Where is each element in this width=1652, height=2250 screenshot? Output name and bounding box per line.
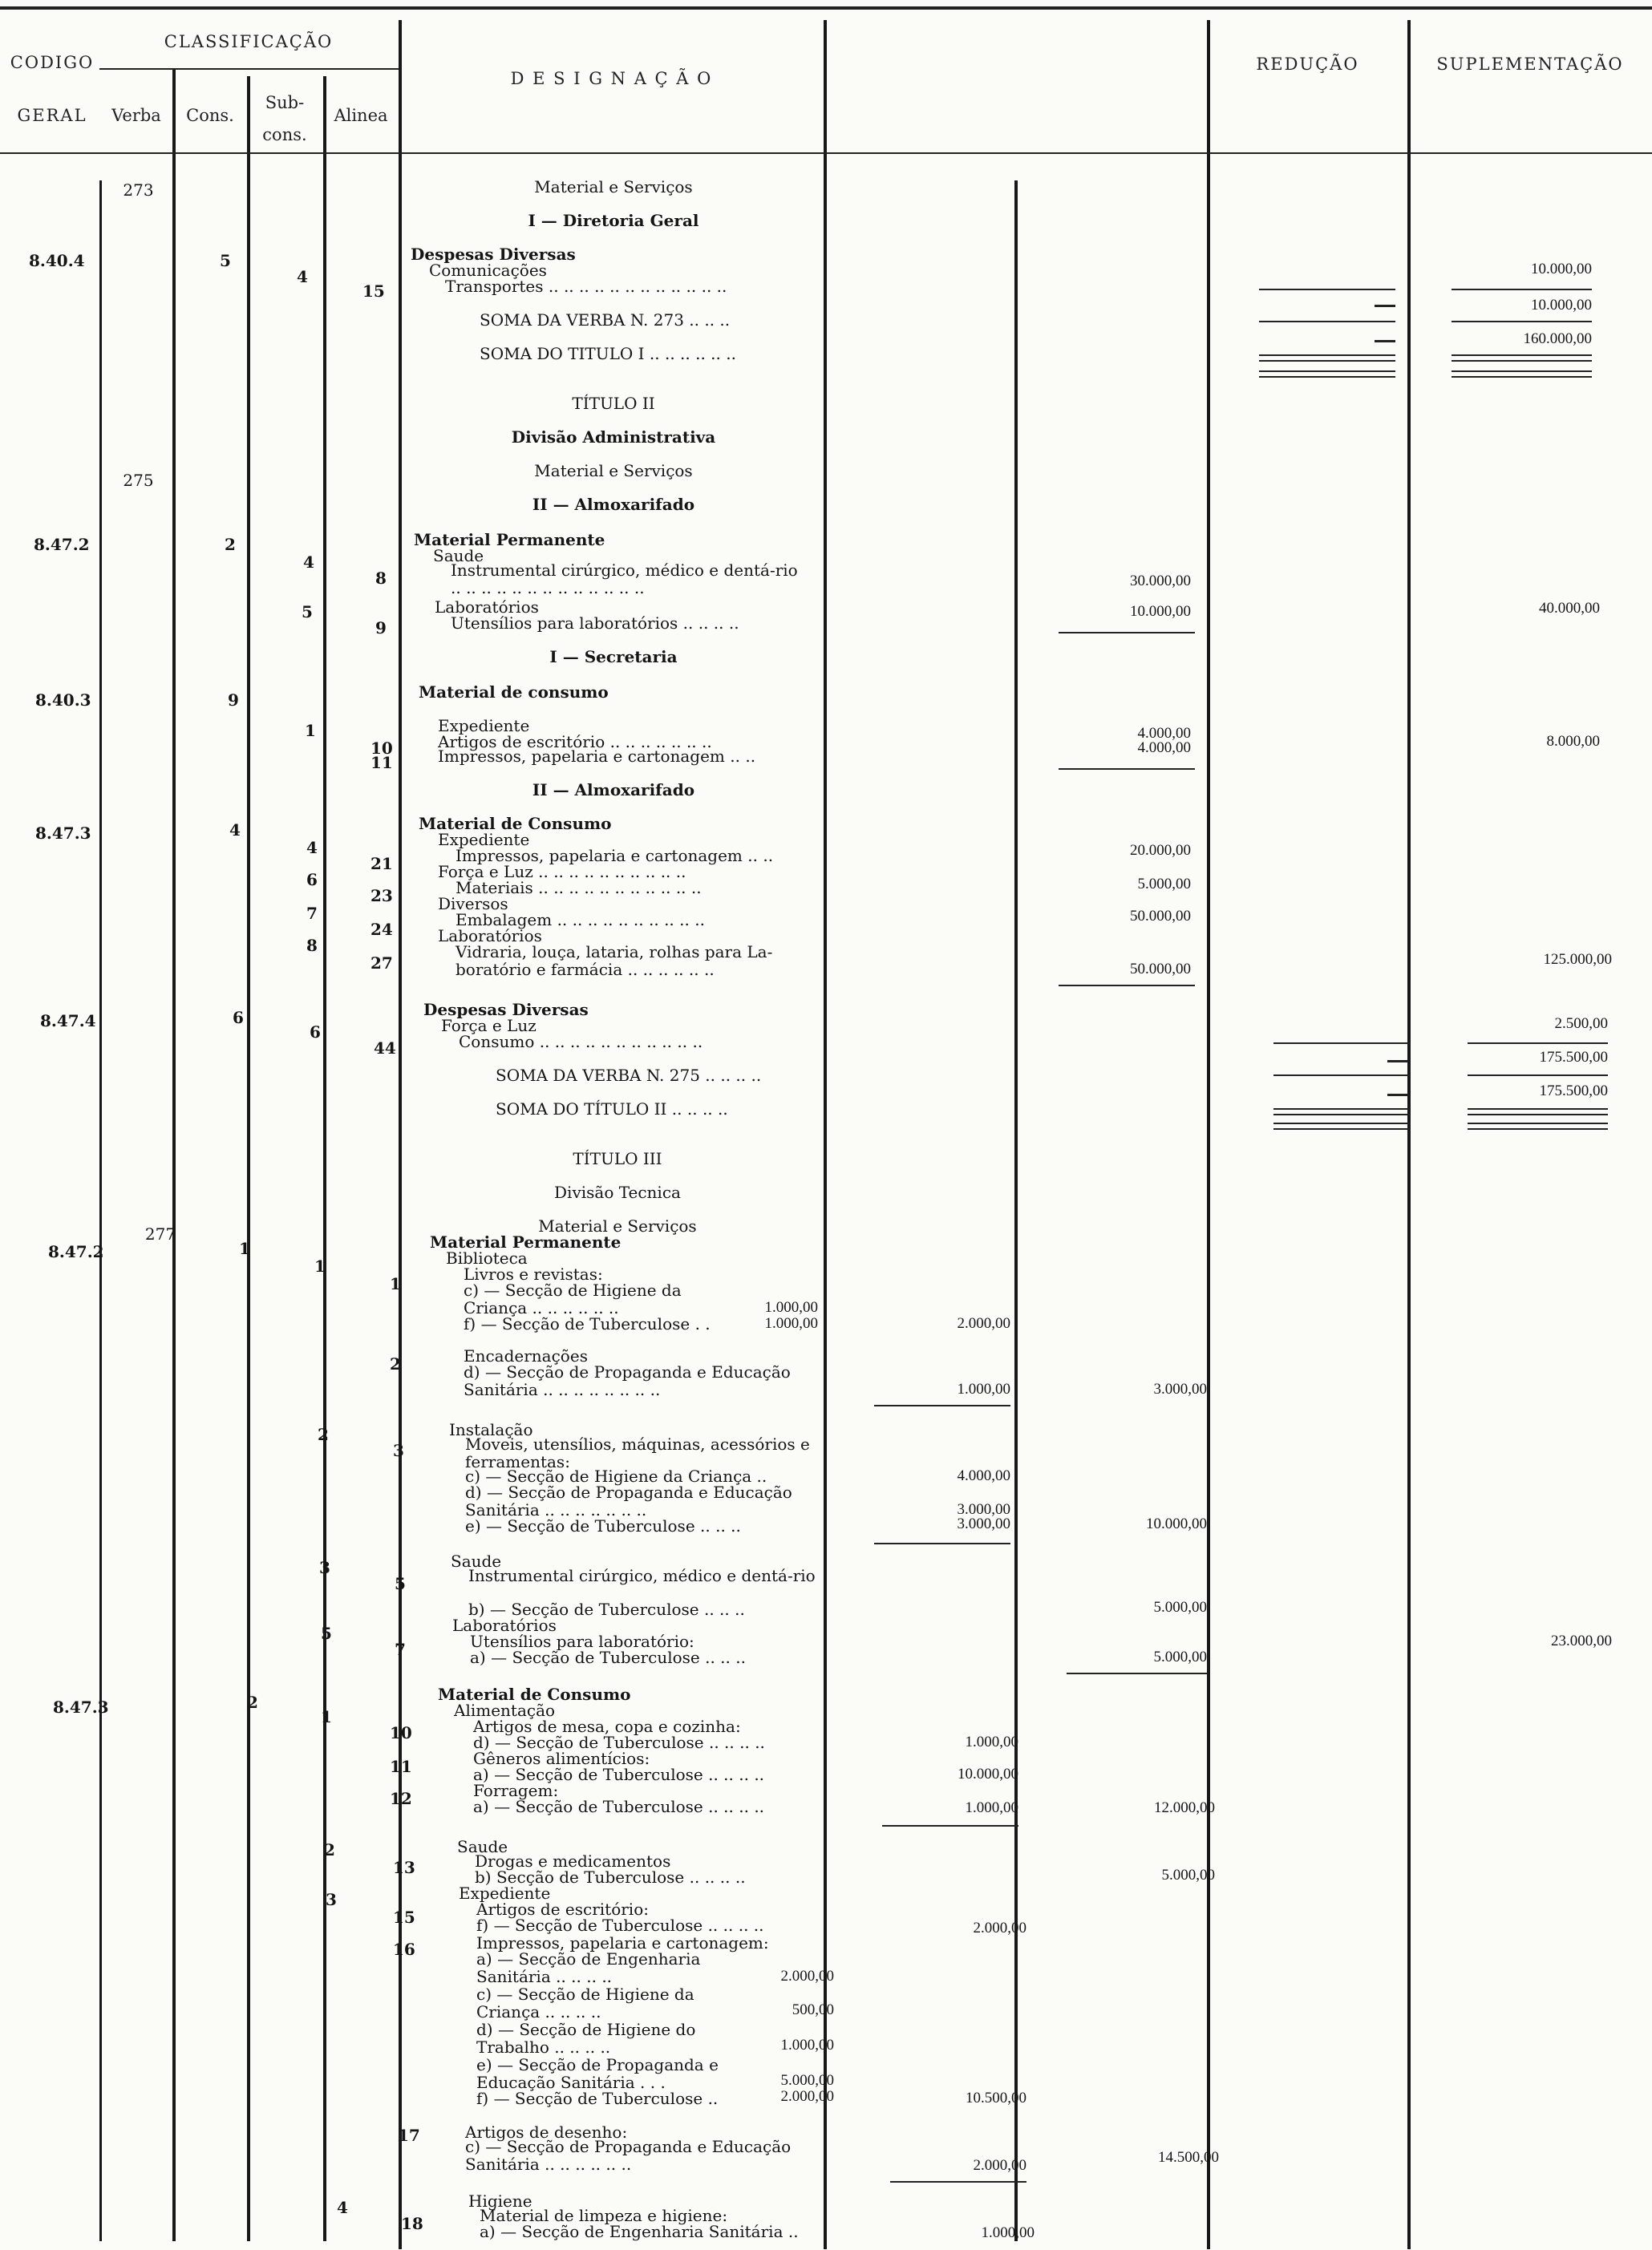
header-reducao: REDUÇÃO: [1256, 55, 1359, 74]
sub-value: 1: [305, 721, 316, 740]
verba-277: 277: [144, 1224, 176, 1244]
rule: [1259, 289, 1395, 290]
line-text: Material de Consumo: [438, 1685, 631, 1704]
line-text: f) — Secção de Tuberculose . .: [464, 1314, 711, 1333]
sub-value: 4: [337, 2198, 348, 2217]
heading-material-servicos: Material e Serviços: [538, 1216, 697, 1236]
rule: [874, 1405, 1010, 1406]
soma-verba-273: SOMA DA VERBA N. 273 .. .. ..: [480, 310, 731, 330]
cons-value: 9: [228, 690, 239, 710]
line-text: Instalação: [449, 1420, 533, 1439]
alinea-value: 7: [395, 1640, 406, 1659]
rule-verba-cons: [172, 68, 176, 2241]
line-text: d) — Secção de Tuberculose .. .. .. ..: [473, 1733, 765, 1752]
v-impressos-sec: 4.000,00: [1137, 739, 1191, 756]
alinea-value: 2: [390, 1354, 401, 1374]
rule-designacao-values: [824, 20, 827, 2249]
header-suplementacao: SUPLEMENTAÇÃO: [1436, 55, 1624, 74]
line-text: Instrumental cirúrgico, médico e dentá-rio .. .. .. .. .. .. .. .. .. .. .. .. ..: [451, 560, 798, 597]
line-text: b) Secção de Tuberculose .. .. .. ..: [475, 1868, 746, 1887]
rule: [1468, 1123, 1608, 1130]
line-text: Expediente: [459, 1884, 551, 1903]
alinea-value: 5: [395, 1574, 406, 1593]
p-moveis-crianca: 4.000,00: [957, 1467, 1010, 1484]
q-biblioteca: 3.000,00: [1153, 1381, 1207, 1398]
line-text: Artigos de mesa, copa e cozinha:: [473, 1717, 741, 1736]
sub-value: 4: [306, 838, 318, 857]
line-text: a) — Secção de Engenharia Sanitária ..: [480, 2222, 799, 2241]
line-text: Laboratórios: [452, 1616, 557, 1635]
sup-soma-titulo-1: 160.000,00: [1523, 330, 1592, 347]
line-text: d) — Secção de Higiene do Trabalho .. .. .. ..: [476, 2020, 696, 2057]
header-designacao: D E S I G N A Ç Ã O: [510, 69, 713, 88]
header-codigo: CODIGO: [10, 53, 95, 72]
heading-titulo-2: TÍTULO II: [572, 394, 655, 413]
alinea-value: 11: [390, 1757, 412, 1776]
line-text: d) — Secção de Propaganda e Educação Sanitária .. .. .. .. .. .. ..: [465, 1483, 792, 1520]
header-alinea: Alinea: [334, 106, 388, 125]
rule: [1452, 370, 1592, 378]
header-cons: Cons.: [186, 106, 234, 125]
s-crianca-impr: 500,00: [792, 2001, 834, 2018]
rule-reducao-suplementacao: [1407, 20, 1411, 2249]
line-text: Utensílios para laboratório:: [470, 1632, 694, 1651]
p-impressos: 10.500,00: [966, 2090, 1026, 2106]
p-livros: 2.000,00: [957, 1315, 1010, 1332]
soma-verba-275: SOMA DA VERBA N. 275 .. .. .. ..: [496, 1066, 762, 1085]
p-forragem: 1.000,00: [965, 1799, 1018, 1816]
sub-value: 2: [324, 1840, 335, 1859]
line-text: Material Permanente: [414, 530, 605, 549]
alinea-value: 27: [370, 953, 393, 973]
alinea-value: 24: [370, 920, 393, 939]
line-text: Livros e revistas:: [464, 1265, 603, 1284]
header-subcons: Sub- cons.: [262, 93, 307, 144]
rule: [1452, 354, 1592, 362]
line-text: Impressos, papelaria e cartonagem .. ..: [438, 747, 756, 766]
cons-value: 2: [247, 1693, 258, 1712]
cons-value: 5: [220, 251, 231, 270]
line-text: Moveis, utensílios, máquinas, acessórios e ferramentas:: [465, 1435, 810, 1471]
line-text: Material de limpeza e higiene:: [480, 2206, 728, 2225]
sup-almox-perm: 40.000,00: [1539, 600, 1600, 617]
header-bottom-rule: [0, 152, 1652, 154]
line-text: Higiene: [468, 2191, 532, 2211]
line-text: Diversos: [438, 894, 508, 913]
rule: [890, 2181, 1026, 2183]
sup-soma-verba-275: 175.500,00: [1539, 1049, 1608, 1066]
classificacao-rule: [99, 68, 399, 70]
line-text: e) — Secção de Propaganda e Educação Sanitária . . .: [476, 2055, 719, 2092]
heading-material-servicos: Material e Serviços: [534, 461, 693, 480]
line-text: Encadernações: [464, 1346, 588, 1366]
line-text: f) — Secção de Tuberculose .. .. .. ..: [476, 1916, 764, 1935]
rule: [1059, 632, 1195, 633]
line-text: Forragem:: [473, 1781, 559, 1800]
alinea-value: 15: [362, 281, 385, 301]
sup-secretaria: 8.000,00: [1546, 733, 1600, 750]
rule: [1259, 321, 1395, 322]
line-text: c) — Secção de Higiene da Criança .. .. .. .. .. ..: [464, 1281, 682, 1317]
line-text: Artigos de desenho:: [465, 2123, 628, 2142]
line-text: Impressos, papelaria e cartonagem .. ..: [456, 846, 774, 865]
line-text: Transportes .. .. .. .. .. .. .. .. .. .. .. ..: [445, 277, 727, 296]
heading-material-servicos: Material e Serviços: [534, 177, 693, 196]
sub-value: 5: [302, 602, 313, 621]
top-rule: [0, 6, 1652, 10]
rule-sub-alinea: [323, 76, 326, 2241]
p-limpeza: 1.000,00: [981, 2224, 1035, 2241]
p-encadernacoes: 1.000,00: [957, 1381, 1010, 1398]
rule: [1273, 1042, 1410, 1044]
line-text: a) — Secção de Tuberculose .. .. ..: [470, 1648, 746, 1667]
alinea-value: 11: [370, 753, 393, 772]
p-desenho: 2.000,00: [973, 2157, 1026, 2174]
line-text: Gêneros alimentícios:: [473, 1749, 650, 1768]
p-moveis-tuberculose: 3.000,00: [957, 1516, 1010, 1532]
line-text: Despesas Diversas: [411, 245, 576, 264]
s-crianca-livros: 1.000,00: [764, 1299, 818, 1316]
line-text: Saude: [433, 546, 484, 565]
sub-value: 1: [321, 1707, 332, 1726]
alinea-value: 18: [401, 2214, 423, 2233]
p-generos: 10.000,00: [958, 1766, 1018, 1783]
line-text: Materiais .. .. .. .. .. .. .. .. .. .. ..: [456, 878, 702, 897]
line-text: Força e Luz: [441, 1016, 536, 1035]
cons-value: 2: [225, 535, 236, 554]
line-text: a) — Secção de Tuberculose .. .. .. ..: [473, 1797, 765, 1816]
rule: [1468, 1042, 1608, 1044]
dash: [1375, 340, 1395, 342]
line-text: Saude: [451, 1552, 502, 1571]
line-text: Utensílios para laboratórios .. .. .. ..: [451, 613, 739, 633]
line-text: c) — Secção de Propaganda e Educação Sanitária .. .. .. .. .. ..: [465, 2137, 792, 2174]
line-text: Artigos de escritório:: [476, 1900, 649, 1919]
s-trabalho: 1.000,00: [780, 2037, 834, 2054]
line-text: Drogas e medicamentos: [475, 1851, 671, 1871]
codigo: 8.47.2: [34, 535, 90, 554]
line-text: Artigos de escritório .. .. .. .. .. .. ..: [438, 732, 712, 751]
sup-almox-consumo: 125.000,00: [1543, 951, 1612, 968]
line-text: Expediente: [438, 830, 530, 849]
p-artigos-mesa: 1.000,00: [965, 1734, 1018, 1750]
alinea-value: 16: [393, 1940, 415, 1959]
rule-codigo-verba: [99, 180, 102, 2241]
sub-value: 6: [310, 1022, 321, 1042]
alinea-value: 10: [370, 739, 393, 758]
rule-cons-sub: [247, 76, 250, 2241]
cons-value: 6: [233, 1008, 244, 1027]
alinea-value: 21: [370, 854, 393, 873]
sup-material-permanente: 23.000,00: [1551, 1633, 1612, 1649]
v-utensilios-lab: 10.000,00: [1130, 603, 1191, 620]
s-tuberculose-impr: 2.000,00: [780, 2088, 834, 2105]
q-instalacao: 10.000,00: [1146, 1516, 1207, 1532]
alinea-value: 15: [393, 1908, 415, 1927]
p-moveis-propaganda: 3.000,00: [957, 1501, 1010, 1518]
line-text: Alimentação: [454, 1701, 556, 1720]
q-drogas: 5.000,00: [1161, 1867, 1215, 1884]
codigo: 8.40.3: [35, 690, 91, 710]
sub-value: 8: [306, 936, 318, 955]
v-impressos-almox: 20.000,00: [1130, 842, 1191, 859]
codigo: 8.47.3: [35, 824, 91, 843]
sub-value: 3: [326, 1890, 337, 1909]
q-expediente: 14.500,00: [1158, 2149, 1219, 2166]
header-classificacao: CLASSIFICAÇÃO: [164, 32, 334, 51]
p-artigos-escr-tub: 2.000,00: [973, 1920, 1026, 1936]
rule: [882, 1825, 1018, 1827]
line-text: Material de consumo: [419, 682, 609, 702]
sup-soma-verba-273: 10.000,00: [1531, 297, 1592, 314]
alinea-value: 12: [390, 1789, 412, 1808]
v-vidraria: 50.000,00: [1130, 961, 1191, 977]
soma-titulo-1: SOMA DO TITULO I .. .. .. .. .. ..: [480, 344, 736, 363]
sub-value: 3: [319, 1558, 330, 1577]
s-propaganda: 5.000,00: [780, 2072, 834, 2089]
heading-almoxarifado: II — Almoxarifado: [532, 780, 695, 799]
line-text: Material de Consumo: [419, 814, 612, 833]
dash: [1387, 1094, 1408, 1096]
rule: [1059, 768, 1195, 770]
line-text: a) — Secção de Tuberculose .. .. .. ..: [473, 1765, 765, 1784]
alinea-value: 13: [393, 1858, 415, 1877]
sup-transportes: 10.000,00: [1531, 261, 1592, 277]
line-text: Saude: [457, 1837, 508, 1856]
rule: [1067, 1673, 1207, 1674]
v-instrumental: 30.000,00: [1130, 573, 1191, 589]
heading-secretaria: I — Secretaria: [549, 647, 678, 666]
v-embalagem: 50.000,00: [1130, 908, 1191, 925]
codigo: 8.40.4: [29, 251, 85, 270]
alinea-value: 3: [393, 1441, 404, 1460]
line-text: a) — Secção de Engenharia Sanitária .. .. .. ..: [476, 1949, 701, 1986]
header-verba: Verba: [111, 106, 161, 125]
cons-value: 4: [229, 820, 241, 840]
rule: [1273, 1123, 1410, 1130]
heading-divisao-tecnica: Divisão Tecnica: [554, 1183, 681, 1202]
q-saude: 5.000,00: [1153, 1599, 1207, 1616]
sub-value: 7: [306, 904, 318, 923]
line-text: f) — Secção de Tuberculose ..: [476, 2089, 719, 2108]
s-eng-sanitaria: 2.000,00: [780, 1968, 834, 1985]
line-text: Laboratórios: [435, 597, 539, 617]
alinea-value: 8: [375, 569, 387, 588]
line-text: Biblioteca: [446, 1248, 528, 1268]
line-text: Instrumental cirúrgico, médico e dentá-rio: [468, 1566, 816, 1585]
line-text: Consumo .. .. .. .. .. .. .. .. .. .. ..: [459, 1032, 703, 1051]
sub-value: 1: [314, 1257, 326, 1276]
codigo: 8.47.2: [48, 1242, 104, 1261]
soma-titulo-2: SOMA DO TÍTULO II .. .. .. ..: [496, 1099, 728, 1119]
rule: [1452, 321, 1592, 322]
line-text: Despesas Diversas: [423, 1000, 589, 1019]
cons-value: 1: [239, 1239, 250, 1258]
alinea-value: 44: [374, 1038, 396, 1058]
heading-divisao-administrativa: Divisão Administrativa: [511, 427, 716, 447]
dash: [1375, 305, 1395, 307]
rule: [1273, 1108, 1410, 1115]
heading-titulo-3: TÍTULO III: [573, 1149, 662, 1168]
alinea-value: 23: [370, 886, 393, 905]
v-artigos-escritorio: 4.000,00: [1137, 725, 1191, 742]
line-text: c) — Secção de Higiene da Criança .. .. .. ..: [476, 1985, 694, 2021]
line-text: Material Permanente: [430, 1232, 622, 1252]
sup-consumo: 2.500,00: [1554, 1015, 1608, 1032]
rule: [874, 1543, 1010, 1544]
line-text: Força e Luz .. .. .. .. .. .. .. .. .. ..: [438, 862, 686, 881]
sub-value: 6: [306, 870, 318, 889]
alinea-value: 1: [390, 1274, 401, 1293]
line-text: Embalagem .. .. .. .. .. .. .. .. .. ..: [456, 910, 705, 929]
line-text: c) — Secção de Higiene da Criança ..: [465, 1467, 767, 1486]
line-text: e) — Secção de Tuberculose .. .. ..: [465, 1516, 741, 1536]
alinea-value: 17: [398, 2126, 420, 2145]
line-text: Impressos, papelaria e cartonagem:: [476, 1933, 769, 1953]
line-text: Laboratórios: [438, 926, 542, 945]
heading-almoxarifado: II — Almoxarifado: [532, 495, 695, 514]
line-text: Vidraria, louça, lataria, rolhas para La-boratório e farmácia .. .. .. .. .. ..: [456, 942, 773, 979]
alinea-value: 10: [390, 1723, 412, 1742]
rule: [1452, 289, 1592, 290]
rule: [1059, 985, 1195, 986]
verba-273: 273: [123, 180, 154, 200]
q-alimentacao: 12.000,00: [1154, 1799, 1215, 1816]
codigo: 8.47.4: [40, 1011, 96, 1030]
line-text: Comunicações: [429, 261, 547, 280]
rule: [1468, 1108, 1608, 1115]
rule: [1259, 354, 1395, 362]
line-text: Expediente: [438, 716, 530, 735]
dash: [1387, 1060, 1408, 1062]
sub-value: 5: [321, 1624, 332, 1643]
rule: [1259, 370, 1395, 378]
codigo: 8.47.3: [53, 1698, 109, 1717]
sub-value: 4: [303, 552, 314, 572]
rule: [1273, 1074, 1410, 1076]
line-text: d) — Secção de Propaganda e Educação Sanitária .. .. .. .. .. .. .. ..: [464, 1362, 791, 1399]
sub-value: 2: [318, 1425, 329, 1444]
heading-diretoria-geral: I — Diretoria Geral: [528, 211, 699, 230]
rule-values-reducao: [1207, 20, 1210, 2249]
line-text: b) — Secção de Tuberculose .. .. ..: [468, 1600, 745, 1619]
verba-275: 275: [123, 471, 154, 490]
header-geral: GERAL: [17, 106, 87, 125]
q-laboratorios: 5.000,00: [1153, 1649, 1207, 1665]
v-forca-luz: 5.000,00: [1137, 876, 1191, 892]
rule: [1468, 1074, 1608, 1076]
s-tuberculose-livros: 1.000,00: [764, 1315, 818, 1332]
sup-soma-titulo-2: 175.500,00: [1539, 1083, 1608, 1099]
sub-value: 4: [297, 267, 308, 286]
alinea-value: 9: [375, 618, 387, 637]
